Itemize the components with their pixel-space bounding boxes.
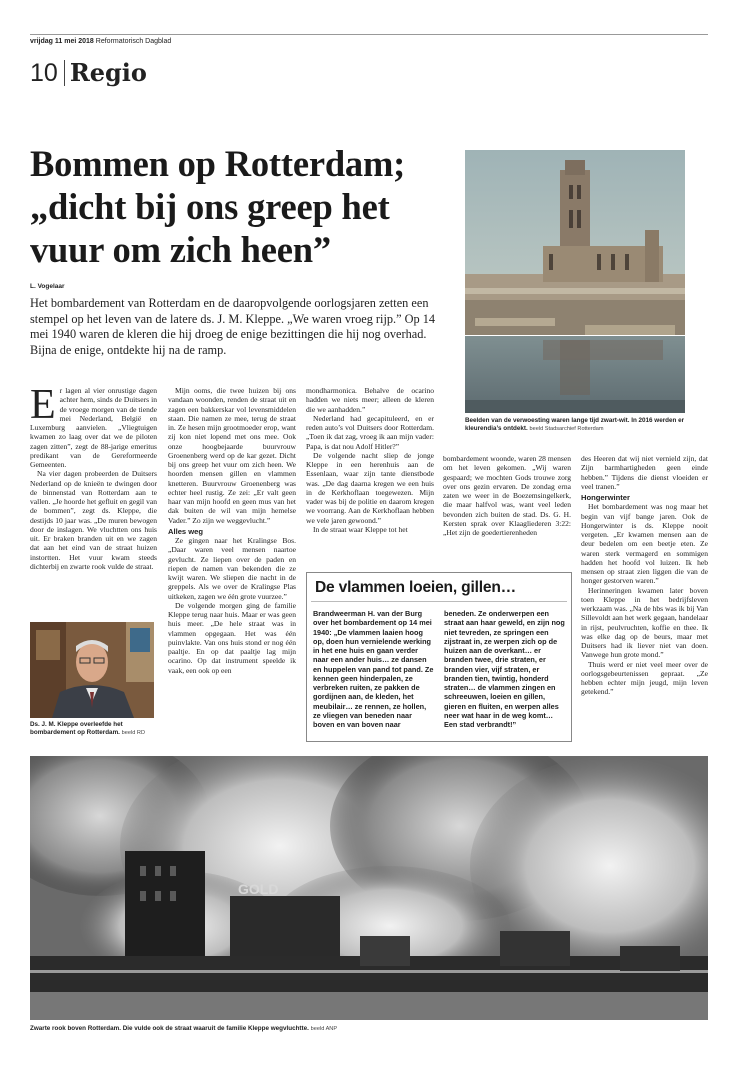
photo-burning-city	[30, 756, 708, 1020]
headline-line-3: vuur om zich heen”	[30, 229, 331, 270]
quote-box-rule	[311, 601, 567, 602]
caption-portrait-text: Ds. J. M. Kleppe overleefde het bombardement op Rotterdam.	[30, 721, 123, 736]
section-title: Regio	[69, 58, 147, 87]
caption-fire-credit: beeld ANP	[310, 1026, 338, 1032]
photo-destroyed-church	[465, 150, 685, 413]
subheading-hongerwinter: Hongerwinter	[581, 493, 630, 502]
col5-paragraph-2: Het bombardement was nog maar het begin van vijf bange jaren. Ook de Hongerwinter is ds. Kleppe nooit vergeten. „Er kwamen mensen aan de deur bedelen om een beetje eten. Ze waren sterk vermagerd en sommigen hadden het hoofd vol luizen. Ik heb mensen op straat zien liggen die van de honger gestorven waren.”	[581, 502, 708, 586]
col3-paragraph-1: mondharmonica. Behalve de ocarino hadden we niets meer; alleen de kleren die we aanhadden.”	[306, 386, 434, 414]
col2-paragraph-3: De volgende morgen ging de familie Kleppe terug naar huis. Maar er was geen huis meer. „De hele straat was in vlammen opgegaan. Het was één puinvlakte. Van ons huis stond er nog één paaltje. En op dat paaltje lag mijn ocarino. Op dat instrument speelde ik vaak, een ook op een	[168, 600, 296, 675]
burning-rotterdam-image	[30, 756, 708, 1020]
church-ruins-image	[465, 150, 685, 413]
quote-box	[306, 572, 572, 742]
quote-box-column-1: Brandweerman H. van der Burg over het bombardement op 14 mei 1940: „De vlammen laaien hoog op, doen hun vernielende werking in het ene huis en gaan verder naar een ander huis… ze dansen en huppelen van pand tot pand. Ze kennen geen hinderpalen, ze verbreken ruiten, ze pakken de gordijnen aan, de kleden, het meubilair… ze rennen, ze hollen, ze vliegen van beneden naar boven en van boven naar	[313, 609, 434, 729]
col5-paragraph-1: des Heeren dat wij niet vernield zijn, dat Zijn barmhartigheden geen einde hebben.” Tijdens die dienst vloeiden er veel tranen.”	[581, 454, 708, 491]
page-number: 10	[30, 60, 65, 86]
article-column-1	[30, 382, 157, 571]
headline-line-1: Bommen op Rotterdam;	[30, 143, 406, 184]
newspaper-name: Reformatorisch Dagblad	[95, 38, 172, 45]
drop-cap: E	[30, 382, 56, 428]
col1-paragraph-2: Na vier dagen probeerden de Duitsers Nederland op de knieën te dwingen door de binnenstad van Rotterdam aan te vallen. „Je hoorde het gefluit en gegil van de bommen”, zegt ds. Kleppe, die destijds 10 jaar was. „De muren bewogen door de inslagen. We vluchtten ons huis uit. Er braken branden uit en we zagen dat aan het eind van de straat huizen instortten. Het vuur kwam steeds dichterbij en zwarte rook vulde de straat.	[30, 469, 157, 571]
article-column-5	[581, 454, 708, 697]
quote-box-column-2: beneden. Ze onderwerpen een straat aan haar geweld, en zijn nog niet tevreden, ze springen een zijstraat in, ze werpen zich op de huizen aan de overkant… er branden twee, drie straten, er branden vier, vijf straten, er branden tien, twintig, honderd straten… de vlammen zingen en schreeuwen, loeien en gillen, gieren en fluiten, en werpen alles neer wat haar in de weg komt… Een stad verbrandt!”	[444, 609, 565, 729]
masthead	[30, 38, 708, 45]
caption-fire-photo	[30, 1025, 708, 1032]
caption-church-credit: beeld Stadsarchief Rotterdam	[529, 426, 604, 432]
article-lead: Het bombardement van Rotterdam en de daaropvolgende oorlogsjaren zetten een stempel op het leven van de latere ds. J. M. Kleppe. „We waren vroeg rijp.” Op 14 mei 1940 waren de kleren die hij droeg de enige bezittingen die hij nog overhad. Bijna de enige, ontdekte hij na de ramp.	[30, 296, 436, 357]
quote-box-title: De vlammen loeien, gillen…	[315, 579, 517, 596]
byline: L. Vogelaar	[30, 283, 65, 290]
col2-paragraph-2: Ze gingen naar het Kralingse Bos. „Daar waren veel mensen naartoe gevlucht. Ze liepen over de paden en riepen de namen van bekenden die ze kwijt waren. We sliepen die nacht in de greppels. Als we over de Kralingse Plas uitkeken, zagen we één grote vuurzee.”	[168, 536, 296, 601]
page-header	[30, 58, 147, 88]
article-headline	[30, 142, 450, 271]
article-column-4	[443, 454, 571, 537]
col4-paragraph-1: bombardement woonde, waren 28 mensen om het leven gekomen. „Wij waren gespaard; we mochten Gods trouwe zorg over ons gezin ervaren. De zondag erna zaten we weer in de Boezemsingelkerk, die maar halfvol was, want veel leden bevonden zich buiten de stad. Ds. G. H. Kersten sprak over Klaagliederen 3:22: „Het zijn de goedertierenheden	[443, 454, 571, 537]
photo-building-sign: GOLD	[238, 881, 279, 897]
col2-paragraph-1: Mijn ooms, die twee huizen bij ons vandaan woonden, renden de straat uit en zagen een bakkerskar vol levensmiddelen staan. Die namen ze mee, terug de straat in. Ze hesen mijn grootmoeder erop, want zij kon niet lopend met ons mee. Ook onze hoogbejaarde buurvrouw Groenenberg werd op de kar gezet. Dicht bij ons greep het vuur om zich heen. We hoorden mensen gillen en vlammen knetteren. Buurvrouw Groenenberg was echter heel rustig. Ze zei: „Er valt geen haar van mijn hoofd en geen mus van het dak buiten de wil van mijn hemelse Vader.” Zo zijn we weggevlucht.”	[168, 386, 296, 525]
issue-date: vrijdag 11 mei 2018	[30, 38, 94, 45]
col3-paragraph-4: In de straat waar Kleppe tot het	[313, 524, 408, 534]
col5-paragraph-3: Herinneringen kwamen later boven toen Kleppe in het bedrijfsleven werkzaam was. „Na de hbs was ik bij Van Sillevoldt aan het werk gegaan, handelaar in rijst, peulvruchten, koffie en thee. Ik was elke dag op de beurs, maar met Duitsers had ik liever niet van doen. Vanwege hun grote mond.”	[581, 585, 708, 660]
col3-paragraph-3: De volgende nacht sliep de jonge Kleppe in een herenhuis aan de Essenlaan, waar zijn tante dienstbode was. „De dag daarna kregen we een huis in de Kerkhoflaan toegewezen. Mijn vader was bij de politie en daarom kregen we voorrang. Aan de Kerkhoflaan hebben we vele jaren gewoond.”	[306, 450, 434, 525]
caption-fire-text: Zwarte rook boven Rotterdam. Die vulde ook de straat waaruit de familie Kleppe wegvluchtte.	[30, 1025, 309, 1032]
col1-paragraph-1: r lagen al vier onrustige dagen achter hem, sinds de Duitsers in de vroege morgen van de tiende mei Nederland, België en Luxemburg aanvielen. „Vliegtuigen kwamen zo laag over dat we de piloten zagen zitten”, zegt de 88-jarige emeritus predikant van de Gereformeerde Gemeenten.	[30, 386, 157, 469]
top-rule	[30, 34, 708, 35]
caption-church-text: Beelden van de verwoesting waren lange tijd zwart-wit. In 2016 werden er kleurendia’s ontdekt.	[465, 417, 685, 432]
portrait-image	[30, 622, 154, 718]
article-column-3	[306, 386, 434, 534]
caption-church-photo	[465, 417, 697, 433]
caption-portrait	[30, 721, 160, 737]
headline-line-2: „dicht bij ons greep het	[30, 186, 390, 227]
subheading-alles-weg: Alles weg	[168, 526, 204, 536]
caption-portrait-credit: beeld RD	[121, 730, 145, 736]
article-column-2	[168, 386, 296, 675]
col3-paragraph-2: Nederland had gecapituleerd, en er reden auto’s vol Duitsers door Rotterdam. „Toen ik dat zag, vroeg ik aan mijn vader: Papa, is dat nou Adolf Hitler?”	[306, 413, 434, 451]
col5-paragraph-4: Thuis werd er niet veel meer over de oorlogsgebeurtenissen gepraat. „Ze hebben echter mijn jeugd, mijn leven getekend.”	[581, 659, 708, 697]
photo-portrait	[30, 622, 154, 718]
